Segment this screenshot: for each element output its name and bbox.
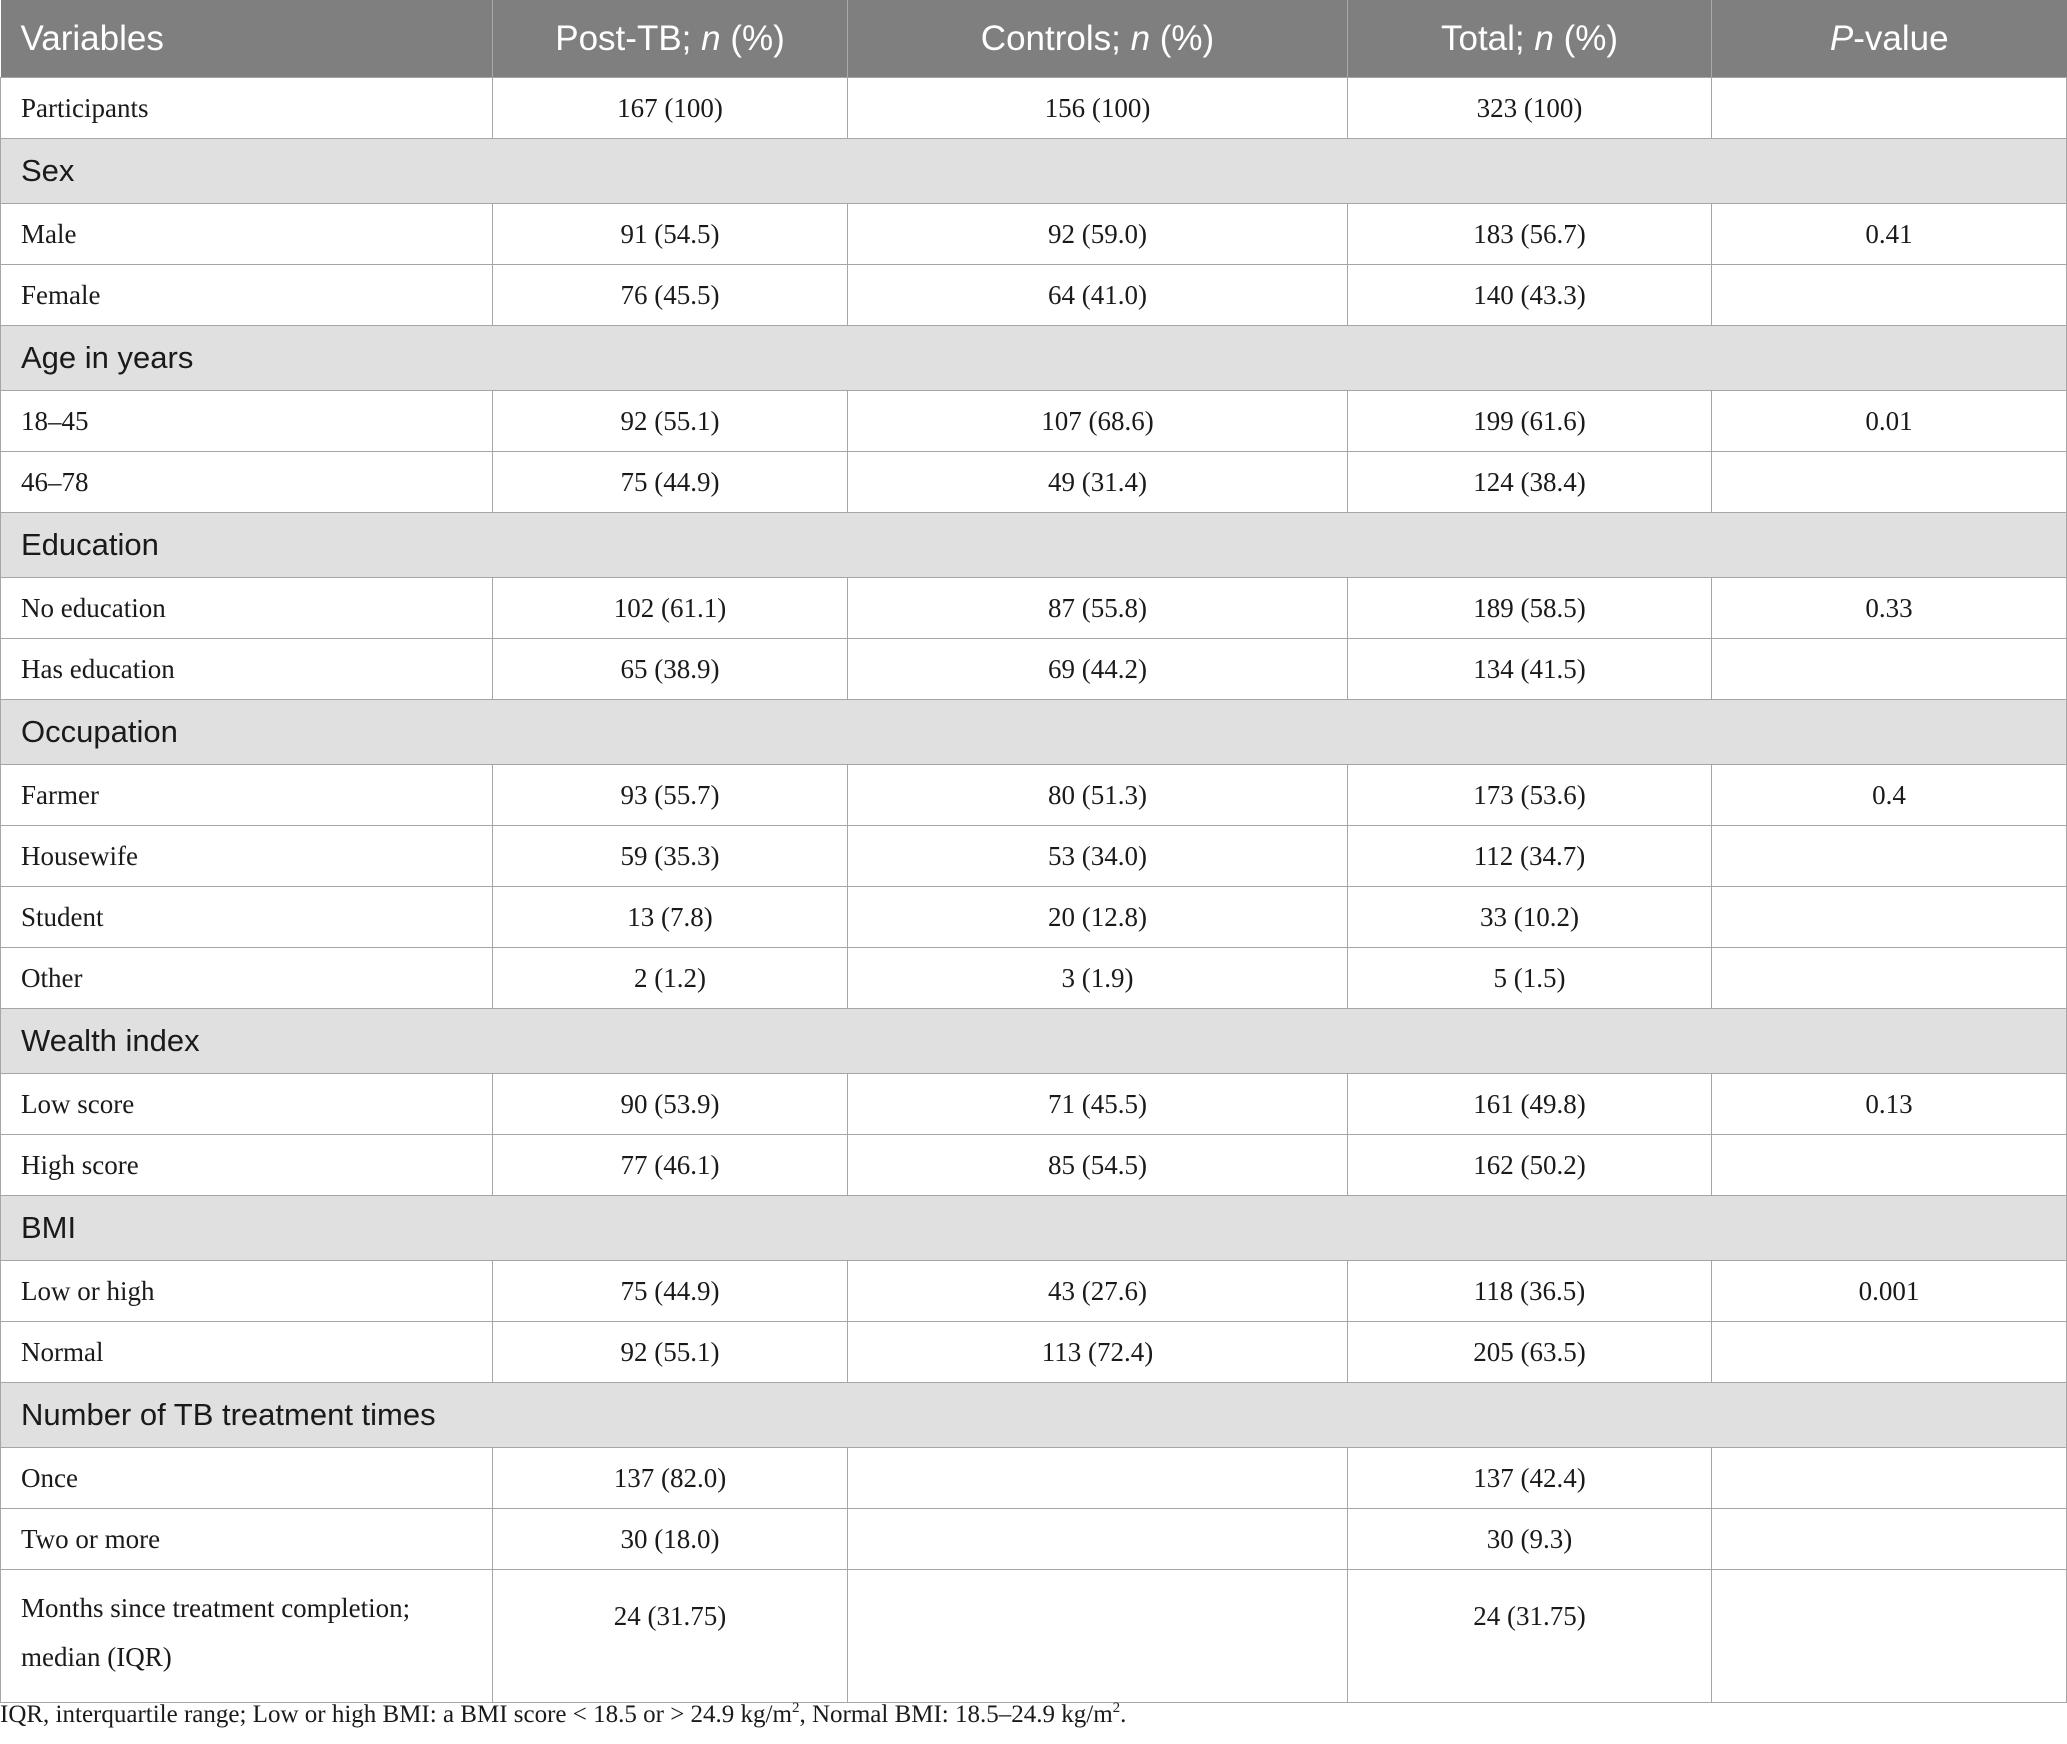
row-label: Participants: [1, 78, 493, 139]
cell-post-tb: 13 (7.8): [493, 887, 848, 948]
cell-p-value: 0.01: [1712, 391, 2067, 452]
cell-controls: 53 (34.0): [848, 826, 1348, 887]
header-row: [1, 0, 2067, 78]
table-row: [1, 265, 2067, 326]
cell-post-tb: 137 (82.0): [493, 1448, 848, 1509]
cell-controls: 49 (31.4): [848, 452, 1348, 513]
table-row-participants: [1, 78, 2067, 139]
footnote-text: , Normal BMI: 18.5–24.9 kg/m: [799, 1701, 1113, 1728]
cell-post-tb: 75 (44.9): [493, 452, 848, 513]
cell-total: 183 (56.7): [1348, 204, 1712, 265]
cell-p-value: 0.41: [1712, 204, 2067, 265]
cell-p-value: 0.001: [1712, 1261, 2067, 1322]
row-label: Two or more: [1, 1509, 493, 1570]
cell-total: 24 (31.75): [1348, 1570, 1712, 1703]
table-row: [1, 1261, 2067, 1322]
cell-p-value: 0.4: [1712, 765, 2067, 826]
cell-total: 5 (1.5): [1348, 948, 1712, 1009]
cell-post-tb: 77 (46.1): [493, 1135, 848, 1196]
row-label: Female: [1, 265, 493, 326]
header-p-value: P-value: [1712, 0, 2067, 78]
cell-total: 112 (34.7): [1348, 826, 1712, 887]
row-label: High score: [1, 1135, 493, 1196]
section-header-occupation: [1, 700, 2067, 765]
row-label: Has education: [1, 639, 493, 700]
cell-controls: 113 (72.4): [848, 1322, 1348, 1383]
cell-p-value: [1712, 1322, 2067, 1383]
cell-controls: 3 (1.9): [848, 948, 1348, 1009]
cell-p-value: [1712, 1509, 2067, 1570]
table-row: [1, 391, 2067, 452]
header-post-tb: Post-TB; n (%): [493, 0, 848, 78]
cell-total: 30 (9.3): [1348, 1509, 1712, 1570]
cell-controls: 85 (54.5): [848, 1135, 1348, 1196]
table-row: [1, 826, 2067, 887]
table-row: [1, 578, 2067, 639]
table-row: [1, 452, 2067, 513]
header-variables: Variables: [1, 0, 493, 78]
row-label: Low score: [1, 1074, 493, 1135]
row-label-line-1: Months since treatment completion;: [21, 1593, 411, 1623]
table-row: [1, 765, 2067, 826]
cell-post-tb: 75 (44.9): [493, 1261, 848, 1322]
section-header-education: [1, 513, 2067, 578]
cell-post-tb: 65 (38.9): [493, 639, 848, 700]
section-title: Age in years: [1, 326, 2067, 391]
cell-total: 323 (100): [1348, 78, 1712, 139]
footnote-text: IQR, interquartile range; Low or high BMI: a BMI score < 18.5 or > 24.9 kg/m: [0, 1701, 792, 1728]
cell-total: 137 (42.4): [1348, 1448, 1712, 1509]
cell-post-tb: 30 (18.0): [493, 1509, 848, 1570]
table-row: [1, 639, 2067, 700]
cell-post-tb: 92 (55.1): [493, 391, 848, 452]
cell-controls: [848, 1570, 1348, 1703]
table-footnote: [0, 1700, 1126, 1729]
cell-total: 134 (41.5): [1348, 639, 1712, 700]
header-total: Total; n (%): [1348, 0, 1712, 78]
cell-post-tb: 102 (61.1): [493, 578, 848, 639]
table-row: [1, 948, 2067, 1009]
row-label: Student: [1, 887, 493, 948]
table-row: [1, 1135, 2067, 1196]
cell-p-value: [1712, 639, 2067, 700]
cell-post-tb: 2 (1.2): [493, 948, 848, 1009]
cell-total: 205 (63.5): [1348, 1322, 1712, 1383]
section-title: Sex: [1, 139, 2067, 204]
cell-p-value: [1712, 1448, 2067, 1509]
row-label: Low or high: [1, 1261, 493, 1322]
table-row: [1, 1509, 2067, 1570]
cell-post-tb: 92 (55.1): [493, 1322, 848, 1383]
section-title: BMI: [1, 1196, 2067, 1261]
cell-p-value: 0.33: [1712, 578, 2067, 639]
table-body: [1, 78, 2067, 1703]
row-label: Normal: [1, 1322, 493, 1383]
cell-controls: [848, 1509, 1348, 1570]
cell-total: 118 (36.5): [1348, 1261, 1712, 1322]
cell-p-value: [1712, 265, 2067, 326]
table-row: [1, 1322, 2067, 1383]
cell-p-value: [1712, 948, 2067, 1009]
cell-controls: 20 (12.8): [848, 887, 1348, 948]
section-title: Wealth index: [1, 1009, 2067, 1074]
section-header-sex: [1, 139, 2067, 204]
footnote-text: .: [1120, 1701, 1127, 1728]
cell-p-value: [1712, 78, 2067, 139]
table-row: [1, 1448, 2067, 1509]
row-label: 18–45: [1, 391, 493, 452]
cell-controls: 156 (100): [848, 78, 1348, 139]
cell-p-value: 0.13: [1712, 1074, 2067, 1135]
cell-controls: 92 (59.0): [848, 204, 1348, 265]
footnote-superscript: 2: [1112, 1700, 1121, 1716]
cell-p-value: [1712, 887, 2067, 948]
row-label: [1, 1570, 493, 1703]
row-label-line-2: median (IQR): [21, 1642, 172, 1672]
cell-p-value: [1712, 452, 2067, 513]
row-label: Housewife: [1, 826, 493, 887]
cell-controls: 43 (27.6): [848, 1261, 1348, 1322]
cell-p-value: [1712, 826, 2067, 887]
cell-controls: 80 (51.3): [848, 765, 1348, 826]
row-label: 46–78: [1, 452, 493, 513]
section-header-wealth-index: [1, 1009, 2067, 1074]
cell-controls: 71 (45.5): [848, 1074, 1348, 1135]
section-title: Occupation: [1, 700, 2067, 765]
cell-post-tb: 90 (53.9): [493, 1074, 848, 1135]
section-header-age: [1, 326, 2067, 391]
cell-total: 173 (53.6): [1348, 765, 1712, 826]
cell-controls: 107 (68.6): [848, 391, 1348, 452]
section-title: Number of TB treatment times: [1, 1383, 2067, 1448]
row-label: Farmer: [1, 765, 493, 826]
cell-post-tb: 93 (55.7): [493, 765, 848, 826]
cell-total: 189 (58.5): [1348, 578, 1712, 639]
cell-total: 124 (38.4): [1348, 452, 1712, 513]
section-title: Education: [1, 513, 2067, 578]
row-label: No education: [1, 578, 493, 639]
table-row: [1, 204, 2067, 265]
cell-post-tb: 167 (100): [493, 78, 848, 139]
cell-post-tb: 76 (45.5): [493, 265, 848, 326]
cell-p-value: [1712, 1135, 2067, 1196]
cell-controls: [848, 1448, 1348, 1509]
cell-total: 140 (43.3): [1348, 265, 1712, 326]
header-controls: Controls; n (%): [848, 0, 1348, 78]
row-label: Male: [1, 204, 493, 265]
section-header-bmi: [1, 1196, 2067, 1261]
table-row: [1, 887, 2067, 948]
cell-total: 161 (49.8): [1348, 1074, 1712, 1135]
cell-post-tb: 91 (54.5): [493, 204, 848, 265]
row-label: Other: [1, 948, 493, 1009]
cell-controls: 87 (55.8): [848, 578, 1348, 639]
cell-total: 162 (50.2): [1348, 1135, 1712, 1196]
cell-total: 199 (61.6): [1348, 391, 1712, 452]
footnote-superscript: 2: [791, 1700, 800, 1716]
cell-total: 33 (10.2): [1348, 887, 1712, 948]
section-header-tb-treatment: [1, 1383, 2067, 1448]
table-header: [1, 0, 2067, 78]
table-row: [1, 1074, 2067, 1135]
cell-post-tb: 59 (35.3): [493, 826, 848, 887]
cell-controls: 64 (41.0): [848, 265, 1348, 326]
table-row-months-since-treatment: [1, 1570, 2067, 1703]
row-label: Once: [1, 1448, 493, 1509]
cell-controls: 69 (44.2): [848, 639, 1348, 700]
cell-post-tb: 24 (31.75): [493, 1570, 848, 1703]
cell-p-value: [1712, 1570, 2067, 1703]
